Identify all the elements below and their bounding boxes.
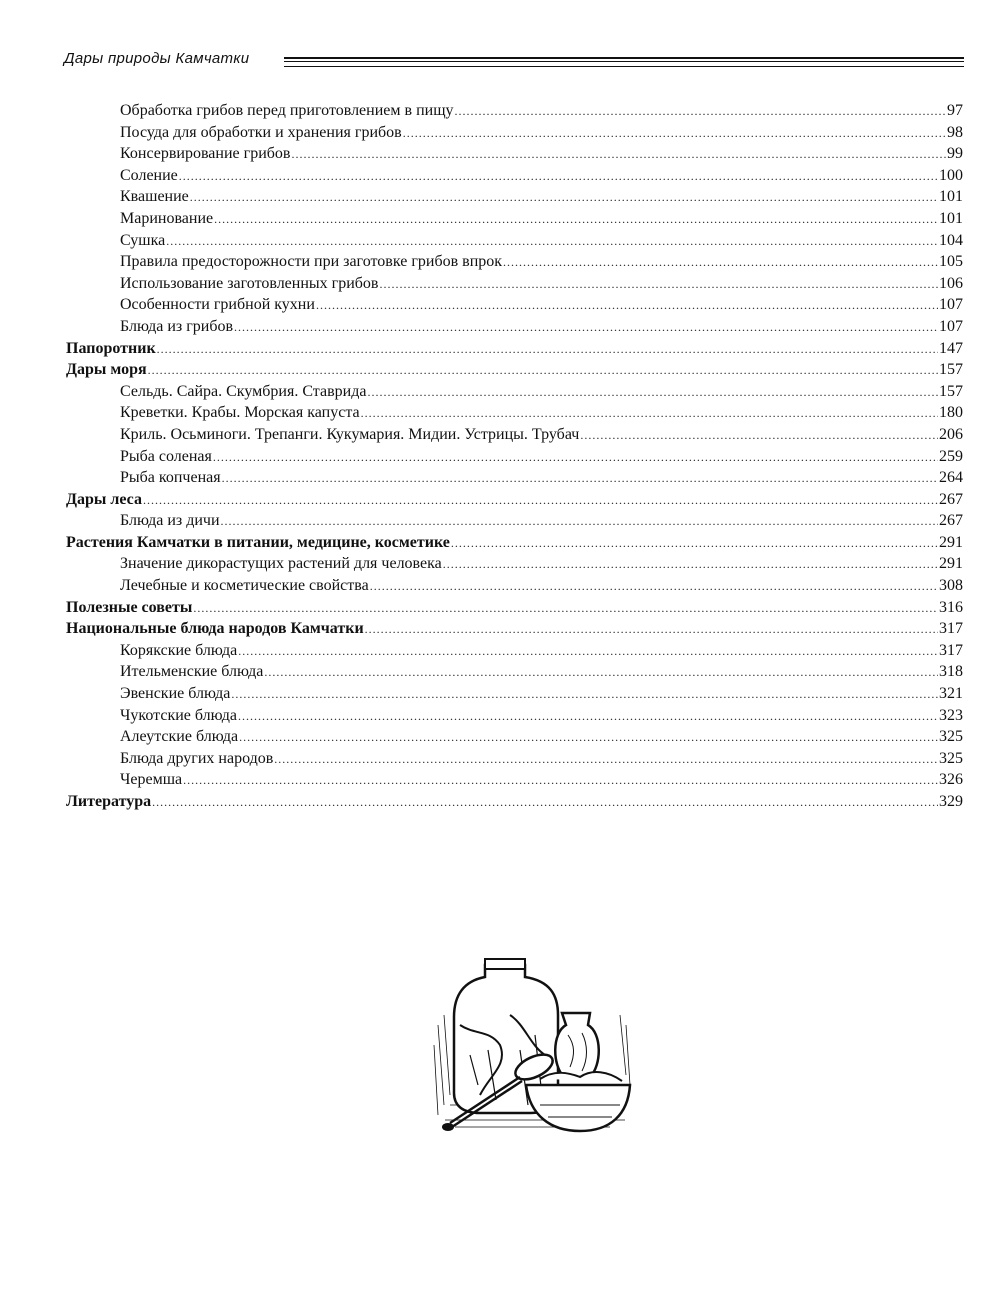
toc-dot-leader xyxy=(190,187,938,209)
toc-entry-page-number: 267 xyxy=(939,512,963,530)
toc-dot-leader xyxy=(183,770,938,792)
toc-entry-title: Криль. Осьминоги. Трепанги. Кукумария. Мидии. Устрицы. Трубач xyxy=(120,425,580,443)
toc-entry-page-number: 291 xyxy=(939,555,963,573)
header-rule xyxy=(284,57,964,67)
toc-entry-title: Рыба копченая xyxy=(120,469,221,487)
toc-dot-leader xyxy=(367,382,938,404)
toc-dot-leader xyxy=(370,576,938,598)
toc-dot-leader xyxy=(455,101,946,123)
toc-entry-page-number: 325 xyxy=(939,728,963,746)
toc-subsection-entry xyxy=(66,467,963,489)
table-of-contents xyxy=(66,100,963,813)
toc-subsection-entry xyxy=(66,726,963,748)
toc-entry-page-number: 107 xyxy=(939,296,963,314)
toc-entry-title: Блюда из грибов xyxy=(120,317,234,335)
toc-entry-title: Квашение xyxy=(120,188,189,206)
toc-dot-leader xyxy=(221,511,938,533)
toc-dot-leader xyxy=(316,295,938,317)
running-header-title: Дары природы Камчатки xyxy=(64,50,250,67)
toc-entry-title: Обработка грибов перед приготовлением в пищу xyxy=(120,102,454,119)
toc-entry-title: Консервирование грибов xyxy=(120,145,291,163)
toc-entry-title: Правила предосторожности при заготовке грибов впрок xyxy=(120,253,503,271)
toc-dot-leader xyxy=(213,447,938,469)
toc-entry-title: Эвенские блюда xyxy=(120,685,231,703)
toc-section-entry xyxy=(66,489,963,511)
toc-subsection-entry xyxy=(66,208,963,230)
toc-dot-leader xyxy=(179,166,938,188)
toc-entry-page-number: 147 xyxy=(939,339,963,357)
toc-subsection-entry xyxy=(66,381,963,403)
toc-entry-title: Сушка xyxy=(120,231,166,249)
toc-entry-title: Черемша xyxy=(120,771,183,789)
toc-dot-leader xyxy=(239,727,938,749)
toc-entry-title: Особенности грибной кухни xyxy=(120,296,315,314)
toc-dot-leader xyxy=(152,792,938,814)
toc-entry-page-number: 329 xyxy=(939,793,963,810)
toc-section-entry xyxy=(66,791,963,813)
toc-subsection-entry xyxy=(66,230,963,252)
toc-entry-page-number: 318 xyxy=(939,663,963,681)
toc-entry-title: Литература xyxy=(66,793,152,810)
running-header xyxy=(64,48,964,72)
toc-subsection-entry xyxy=(66,769,963,791)
toc-dot-leader xyxy=(291,144,946,166)
toc-entry-page-number: 106 xyxy=(939,274,963,292)
toc-entry-page-number: 104 xyxy=(939,231,963,249)
toc-entry-title: Национальные блюда народов Камчатки xyxy=(66,620,364,638)
toc-entry-page-number: 100 xyxy=(939,166,963,184)
toc-entry-page-number: 308 xyxy=(939,577,963,595)
toc-dot-leader xyxy=(166,231,938,253)
toc-entry-title: Алеутские блюда xyxy=(120,728,239,746)
toc-entry-title: Ительменские блюда xyxy=(120,663,264,681)
toc-dot-leader xyxy=(580,425,938,447)
toc-subsection-entry xyxy=(66,575,963,597)
toc-dot-leader xyxy=(361,403,938,425)
toc-entry-title: Использование заготовленных грибов xyxy=(120,274,379,292)
toc-dot-leader xyxy=(274,749,938,771)
toc-dot-leader xyxy=(222,468,938,490)
toc-dot-leader xyxy=(214,209,938,231)
toc-subsection-entry xyxy=(66,640,963,662)
toc-dot-leader xyxy=(443,554,938,576)
toc-entry-title: Блюда из дичи xyxy=(120,512,220,530)
toc-section-entry xyxy=(66,597,963,619)
toc-dot-leader xyxy=(379,274,938,296)
toc-entry-page-number: 326 xyxy=(939,771,963,789)
toc-dot-leader xyxy=(365,619,938,641)
toc-entry-page-number: 107 xyxy=(939,317,963,335)
toc-entry-title: Соление xyxy=(120,166,178,184)
toc-dot-leader xyxy=(264,662,938,684)
toc-entry-title: Рыба соленая xyxy=(120,447,212,465)
toc-entry-page-number: 105 xyxy=(939,253,963,271)
toc-entry-page-number: 267 xyxy=(939,490,963,508)
toc-entry-title: Лечебные и косметические свойства xyxy=(120,577,369,595)
toc-entry-title: Креветки. Крабы. Морская капуста xyxy=(120,404,360,422)
toc-subsection-entry xyxy=(66,251,963,273)
toc-subsection-entry xyxy=(66,316,963,338)
toc-subsection-entry xyxy=(66,553,963,575)
toc-entry-page-number: 157 xyxy=(939,382,963,400)
toc-entry-page-number: 97 xyxy=(947,102,963,119)
toc-section-entry xyxy=(66,359,963,381)
toc-dot-leader xyxy=(238,706,938,728)
toc-entry-title: Блюда других народов xyxy=(120,749,274,767)
toc-entry-page-number: 101 xyxy=(939,209,963,227)
toc-entry-page-number: 157 xyxy=(939,361,963,379)
toc-section-entry xyxy=(66,618,963,640)
toc-entry-title: Дары моря xyxy=(66,361,147,379)
toc-subsection-entry xyxy=(66,165,963,187)
toc-entry-page-number: 99 xyxy=(947,145,963,163)
toc-section-entry xyxy=(66,532,963,554)
toc-entry-page-number: 316 xyxy=(939,598,963,616)
toc-entry-title: Папоротник xyxy=(66,339,156,357)
toc-dot-leader xyxy=(143,490,938,512)
toc-entry-title: Дары леса xyxy=(66,490,142,508)
toc-entry-title: Значение дикорастущих растений для человека xyxy=(120,555,442,573)
toc-subsection-entry xyxy=(66,510,963,532)
toc-subsection-entry xyxy=(66,273,963,295)
toc-subsection-entry xyxy=(66,294,963,316)
toc-entry-page-number: 317 xyxy=(939,620,963,638)
toc-subsection-entry xyxy=(66,143,963,165)
toc-dot-leader xyxy=(451,533,938,555)
toc-entry-title: Корякские блюда xyxy=(120,641,238,659)
toc-subsection-entry xyxy=(66,100,963,122)
toc-entry-title: Посуда для обработки и хранения грибов xyxy=(120,123,402,141)
toc-entry-page-number: 180 xyxy=(939,404,963,422)
toc-entry-page-number: 323 xyxy=(939,706,963,724)
toc-dot-leader xyxy=(193,598,938,620)
toc-dot-leader xyxy=(157,339,938,361)
toc-subsection-entry xyxy=(66,683,963,705)
toc-entry-page-number: 98 xyxy=(947,123,963,141)
toc-dot-leader xyxy=(234,317,938,339)
toc-subsection-entry xyxy=(66,661,963,683)
toc-entry-title: Полезные советы xyxy=(66,598,193,616)
still-life-illustration xyxy=(430,955,635,1135)
toc-entry-title: Чукотские блюда xyxy=(120,706,237,724)
toc-entry-title: Маринование xyxy=(120,209,214,227)
toc-entry-title: Растения Камчатки в питании, медицине, косметике xyxy=(66,533,450,551)
toc-dot-leader xyxy=(238,641,938,663)
toc-entry-page-number: 321 xyxy=(939,685,963,703)
toc-entry-title: Сельдь. Сайра. Скумбрия. Ставрида xyxy=(120,382,367,400)
toc-subsection-entry xyxy=(66,446,963,468)
toc-entry-page-number: 291 xyxy=(939,533,963,551)
toc-subsection-entry xyxy=(66,186,963,208)
toc-subsection-entry xyxy=(66,705,963,727)
toc-subsection-entry xyxy=(66,748,963,770)
toc-dot-leader xyxy=(403,123,946,145)
toc-entry-page-number: 259 xyxy=(939,447,963,465)
toc-entry-page-number: 101 xyxy=(939,188,963,206)
toc-entry-page-number: 264 xyxy=(939,469,963,487)
toc-dot-leader xyxy=(148,360,938,382)
toc-dot-leader xyxy=(231,684,938,706)
toc-entry-page-number: 206 xyxy=(939,425,963,443)
toc-section-entry xyxy=(66,338,963,360)
toc-subsection-entry xyxy=(66,424,963,446)
toc-subsection-entry xyxy=(66,402,963,424)
toc-subsection-entry xyxy=(66,122,963,144)
toc-entry-page-number: 317 xyxy=(939,641,963,659)
toc-entry-page-number: 325 xyxy=(939,749,963,767)
toc-dot-leader xyxy=(503,252,938,274)
